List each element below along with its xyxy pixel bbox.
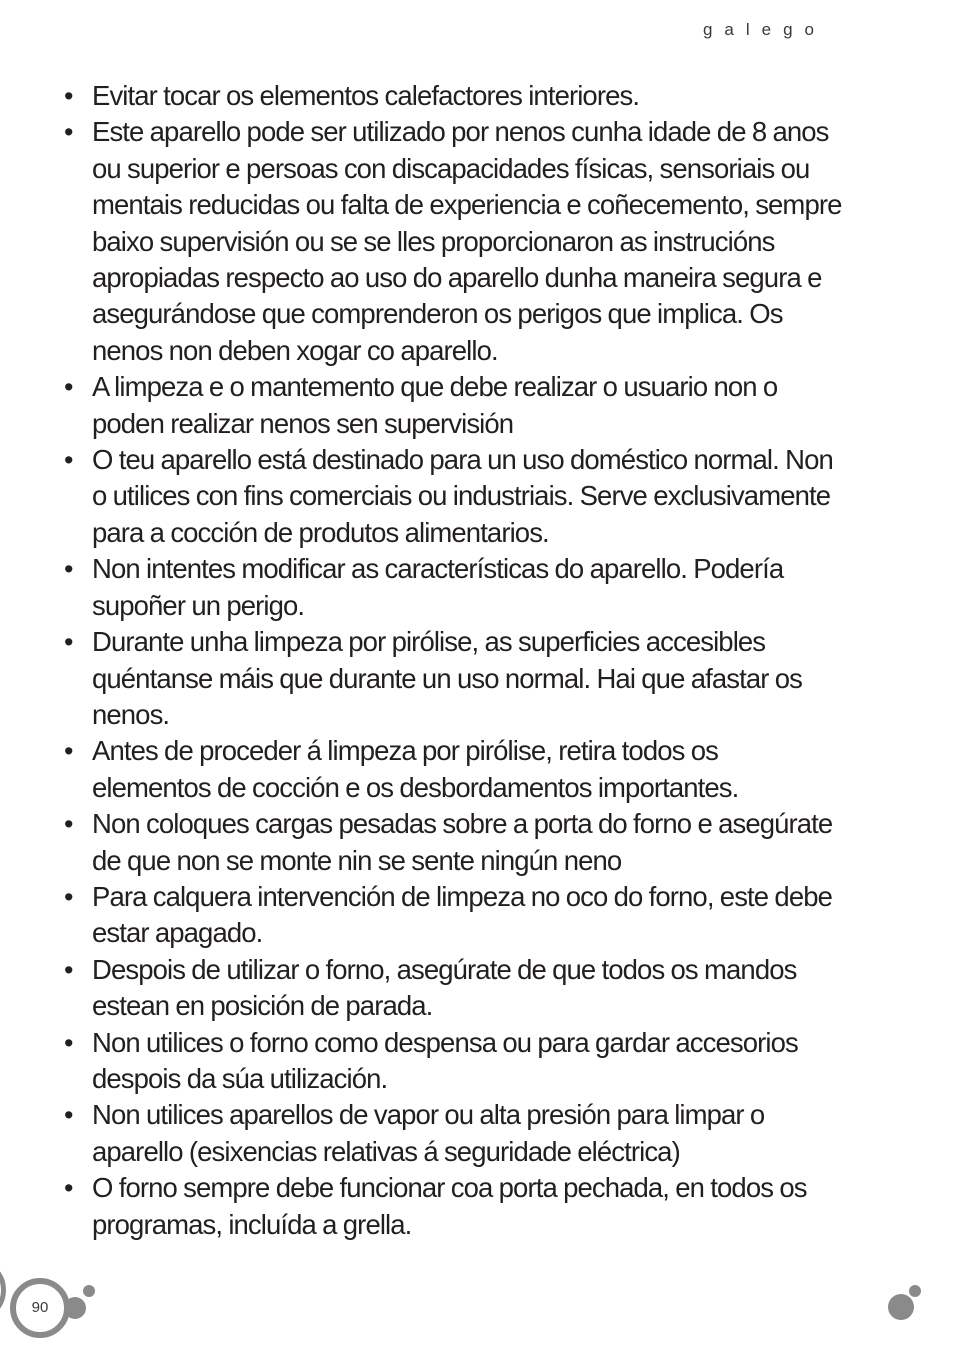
bullet-icon: • <box>64 554 73 585</box>
decorative-dot-icon <box>888 1294 914 1320</box>
list-item-text: Evitar tocar os elementos calefactores interiores. <box>92 80 640 111</box>
list-item <box>62 442 842 551</box>
bullet-icon: • <box>64 445 73 476</box>
list-item <box>62 952 842 1025</box>
list-item <box>62 1025 842 1098</box>
bullet-icon: • <box>64 809 73 840</box>
bullet-icon: • <box>64 372 73 403</box>
list-item <box>62 806 842 879</box>
list-item <box>62 733 842 806</box>
bullet-icon: • <box>64 1027 73 1058</box>
list-item <box>62 624 842 733</box>
bullet-icon: • <box>64 117 73 148</box>
decorative-ring-icon <box>0 1265 6 1315</box>
list-item-text: Non utilices o forno como despensa ou para gardar accesorios despois da súa utilización. <box>92 1026 798 1094</box>
bullet-icon: • <box>64 1100 73 1131</box>
bullet-icon: • <box>64 881 73 912</box>
list-item-text: O teu aparello está destinado para un uso doméstico normal. Non o utilices con fins comerciais ou industriais. Serve exclusivamente para a cocción de produtos alimentarios. <box>92 444 833 548</box>
bullet-icon: • <box>64 954 73 985</box>
bullet-icon: • <box>64 736 73 767</box>
list-item-text: Non intentes modificar as características do aparello. Podería supoñer un perigo. <box>92 553 784 621</box>
bullet-icon: • <box>64 1173 73 1204</box>
list-item-text: Este aparello pode ser utilizado por nenos cunha idade de 8 anos ou superior e persoas con discapacidades físicas, sensoriais ou mentais reducidas ou falta de experiencia e coñecemento, sempre baixo supervisión ou se se lles proporcionaron as instrucións apropiadas respecto ao uso do aparello dunha maneira segura e asegurándose que comprenderon os perigos que implica. Os nenos non deben xogar co aparello. <box>92 116 842 366</box>
bullet-icon: • <box>64 81 73 111</box>
bullet-icon: • <box>64 627 73 658</box>
list-item-text: Non utilices aparellos de vapor ou alta presión para limpar o aparello (esixencias relativas á seguridade eléctrica) <box>92 1099 765 1167</box>
list-item <box>62 551 842 624</box>
list-item <box>62 369 842 442</box>
list-item-text: Non coloques cargas pesadas sobre a porta do forno e asegúrate de que non se monte nin se sente ningún neno <box>92 808 833 876</box>
page-number: 90 <box>31 1299 49 1316</box>
list-item-text: A limpeza e o mantemento que debe realizar o usuario non o poden realizar nenos sen supervisión <box>92 371 778 439</box>
list-item-text: Antes de proceder á limpeza por pirólise, retira todos os elementos de cocción e os desbordamentos importantes. <box>92 735 739 803</box>
list-item-text: Para calquera intervención de limpeza no oco do forno, este debe estar apagado. <box>92 880 833 949</box>
list-item <box>62 879 842 952</box>
list-item <box>62 114 842 369</box>
list-item <box>62 1097 842 1170</box>
language-label: galego <box>702 20 826 39</box>
safety-instructions-list <box>62 78 842 1243</box>
list-item-text: O forno sempre debe funcionar coa porta pechada, en todos os programas, incluída a grella. <box>92 1172 807 1240</box>
list-item-text: Durante unha limpeza por pirólise, as superficies accesibles quéntanse máis que durante un uso normal. Hai que afastar os nenos. <box>92 626 802 730</box>
decorative-dot-icon <box>909 1285 921 1297</box>
list-item-text: Despois de utilizar o forno, asegúrate de que todos os mandos estean en posición de parada. <box>92 953 797 1022</box>
decorative-dot-icon <box>83 1285 95 1297</box>
list-item <box>62 78 842 114</box>
list-item <box>62 1170 842 1243</box>
